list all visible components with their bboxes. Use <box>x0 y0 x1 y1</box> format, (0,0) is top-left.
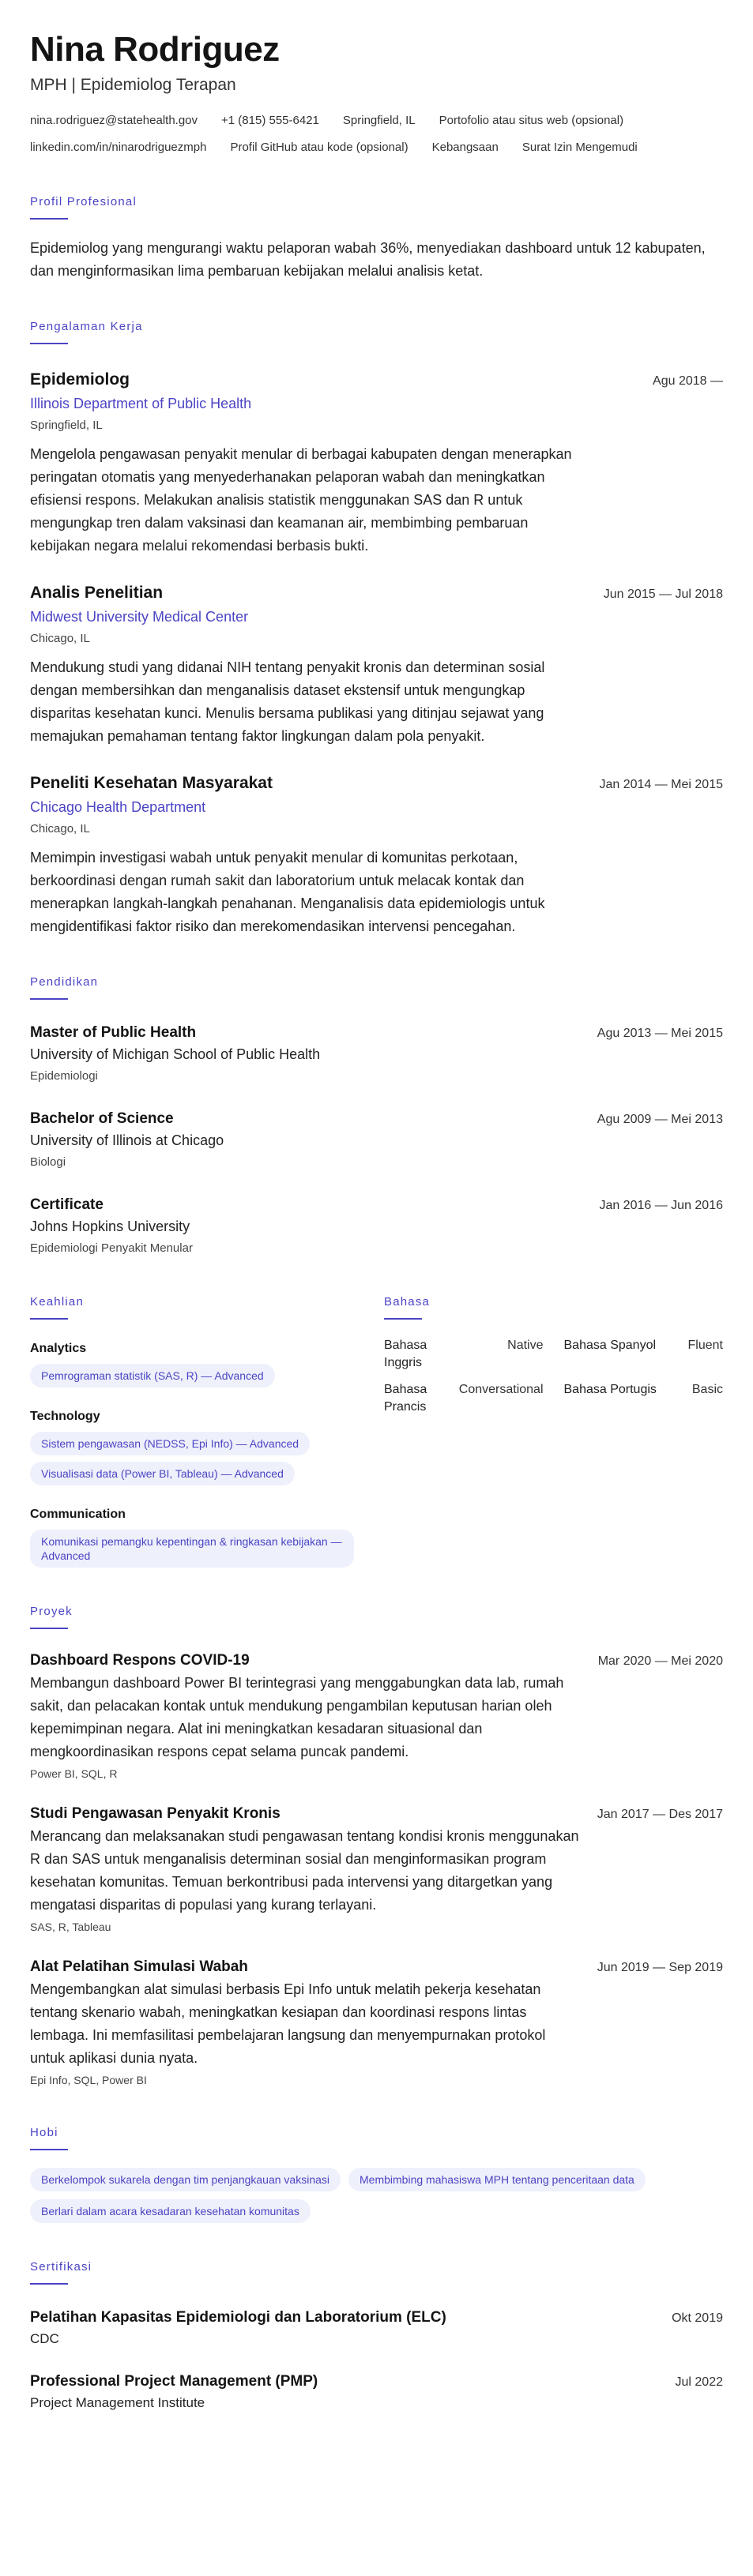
candidate-headline: MPH | Epidemiolog Terapan <box>30 76 236 94</box>
education-date: Agu 2013 — Mei 2015 <box>597 1027 723 1040</box>
contact-location: Springfield, IL <box>342 114 416 127</box>
project-title: Dashboard Respons COVID-19 <box>30 1652 250 1669</box>
section-title: Keahlian <box>30 1295 84 1309</box>
education-field: Biologi <box>30 1155 66 1169</box>
certification-date: Jul 2022 <box>675 2375 723 2389</box>
job-date: Agu 2018 — <box>653 374 723 388</box>
experience-section <box>30 319 723 938</box>
job-date: Jan 2014 — Mei 2015 <box>599 778 723 791</box>
contact-linkedin[interactable]: linkedin.com/in/ninarodriguezmph <box>30 141 207 154</box>
job-entry <box>30 581 723 748</box>
education-school: University of Michigan School of Public Health <box>30 1046 321 1062</box>
job-entry <box>30 368 723 558</box>
contact-phone[interactable]: +1 (815) 555-6421 <box>221 114 319 127</box>
education-degree: Certificate <box>30 1196 104 1213</box>
section-divider <box>30 998 68 1000</box>
skill-chip: Sistem pengawasan (NEDSS, Epi Info) — Advanced <box>30 1432 310 1455</box>
language-level: Conversational <box>458 1383 544 1396</box>
language-name: Bahasa Inggris <box>384 1339 427 1369</box>
projects-section <box>30 1604 723 2089</box>
job-company: Midwest University Medical Center <box>30 609 249 625</box>
project-description: Mengembangkan alat simulasi berbasis Epi Info untuk melatih pekerja kesehatan tentang skenario wabah, meningkatkan kesiapan dan koordinasi respons lintas lembaga. Ini memfasilitasi pembelajaran langsung dan menyempurnakan protokol untuk aplikasi dunia nyata. <box>30 1981 546 2066</box>
language-level: Basic <box>691 1383 723 1396</box>
language-name: Bahasa Portugis <box>563 1383 657 1396</box>
hobby-chip: Berlari dalam acara kesadaran kesehatan komunitas <box>30 2199 311 2223</box>
language-item <box>564 1337 724 1372</box>
project-description: Membangun dashboard Power BI terintegrasi yang menggabungkan data lab, rumah sakit, dan pelacakan kontak untuk mendukung pengambilan keputusan harian oleh kepemimpinan negara. Alat ini meningkatkan kesadaran situasional dan mengkoordinasikan respons cepat selama puncak pandemi. <box>30 1675 564 1759</box>
job-title: Analis Penelitian <box>30 584 164 602</box>
section-divider <box>30 218 68 220</box>
job-description: Mendukung studi yang didanai NIH tentang penyakit kronis dan determinan sosial dengan membersihkan dan menganalisis dataset ekstensif untuk mengungkap disparitas kesehatan kunci. Menulis bersama publikasi yang ditinjau sejawat yang memajukan pemahaman tentang faktor lingkungan dalam pola penyakit. <box>30 659 545 744</box>
hobby-chip: Berkelompok sukarela dengan tim penjangkauan vaksinasi <box>30 2168 341 2191</box>
education-entry <box>30 1108 723 1172</box>
language-name: Bahasa Spanyol <box>563 1339 657 1352</box>
education-school: University of Illinois at Chicago <box>30 1132 224 1148</box>
skills-languages-row <box>30 1294 723 1568</box>
project-description: Merancang dan melaksanakan studi pengawasan tentang kondisi kronis menggunakan R dan SAS untuk menganalisis determinan sosial dan menginformasikan program kesehatan komunitas. Temuan berkontribusi pada intervensi yang ditargetkan yang mengatasi disparitas di populasi yang kurang terlayani. <box>30 1828 579 1913</box>
education-degree: Bachelor of Science <box>30 1110 174 1127</box>
contact-email[interactable]: nina.rodriguez@statehealth.gov <box>30 114 198 127</box>
project-date: Jun 2019 — Sep 2019 <box>597 1961 723 1974</box>
job-location: Chicago, IL <box>30 822 90 836</box>
skill-group <box>30 1408 384 1485</box>
section-divider <box>30 1628 68 1629</box>
section-title: Profil Profesional <box>30 195 137 208</box>
summary-section <box>30 194 723 283</box>
section-title: Bahasa <box>384 1295 431 1309</box>
job-entry <box>30 772 723 938</box>
job-company: Illinois Department of Public Health <box>30 396 252 411</box>
certification-issuer: CDC <box>30 2331 59 2346</box>
skill-group <box>30 1340 384 1388</box>
education-date: Agu 2009 — Mei 2013 <box>597 1113 723 1126</box>
project-date: Jan 2017 — Des 2017 <box>597 1808 723 1821</box>
skill-chip: Visualisasi data (Power BI, Tableau) — Advanced <box>30 1462 295 1485</box>
languages-section <box>384 1294 723 1568</box>
job-description: Memimpin investigasi wabah untuk penyakit menular di komunitas perkotaan, berkoordinasi dengan rumah sakit dan laboratorium untuk melacak kontak dan menerapkan langkah-langkah penahanan. Menganalisis data epidemiologis untuk mengidentifikasi faktor risiko dan merekomendasikan intervensi pencegahan. <box>30 850 545 934</box>
project-entry <box>30 1956 723 2089</box>
project-entry <box>30 1803 723 1936</box>
education-degree: Master of Public Health <box>30 1024 197 1041</box>
hobby-chip: Membimbing mahasiswa MPH tentang penceritaan data <box>348 2168 646 2191</box>
certification-issuer: Project Management Institute <box>30 2395 205 2410</box>
education-field: Epidemiologi Penyakit Menular <box>30 1241 193 1255</box>
certification-entry <box>30 2307 723 2349</box>
skill-group <box>30 1506 384 1568</box>
education-school: Johns Hopkins University <box>30 1219 190 1234</box>
skill-group-title: Communication <box>30 1508 126 1521</box>
project-tech: Power BI, SQL, R <box>30 1767 118 1780</box>
job-description: Mengelola pengawasan penyakit menular di berbagai kabupaten dengan menerapkan peringatan otomatis yang menyederhanakan pelaporan wabah dan meningkatkan efisiensi respons. Melakukan analisis statistik menggunakan SAS dan R untuk mengungkap tren dalam vaksinasi dan keamanan air, membimbing pembaruan kebijakan negara melalui rekomendasi berbasis bukti. <box>30 446 572 554</box>
section-title: Proyek <box>30 1605 73 1618</box>
candidate-name: Nina Rodriguez <box>30 30 280 69</box>
section-title: Hobi <box>30 2126 58 2139</box>
job-title: Epidemiolog <box>30 370 130 389</box>
project-tech: Epi Info, SQL, Power BI <box>30 2074 147 2086</box>
job-company: Chicago Health Department <box>30 799 206 815</box>
project-tech: SAS, R, Tableau <box>30 1921 111 1933</box>
section-divider <box>30 2149 68 2150</box>
resume-header <box>30 30 723 158</box>
language-level: Native <box>507 1339 544 1352</box>
section-title: Sertifikasi <box>30 2260 92 2274</box>
education-date: Jan 2016 — Jun 2016 <box>599 1199 723 1212</box>
contact-portfolio[interactable]: Portofolio atau situs web (opsional) <box>439 114 624 127</box>
certification-title: Pelatihan Kapasitas Epidemiologi dan Laboratorium (ELC) <box>30 2309 446 2326</box>
language-item <box>564 1381 724 1416</box>
education-field: Epidemiologi <box>30 1069 98 1083</box>
skill-group-title: Analytics <box>30 1342 87 1355</box>
summary-text: Epidemiolog yang mengurangi waktu pelaporan wabah 36%, menyediakan dashboard untuk 12 kabupaten, dan menginformasikan lima pembaruan kebijakan melalui analisis ketat. <box>30 240 706 279</box>
project-entry <box>30 1650 723 1782</box>
section-title: Pendidikan <box>30 975 99 989</box>
section-divider <box>30 1318 68 1320</box>
contact-list <box>30 111 723 158</box>
education-entry <box>30 1022 723 1086</box>
section-divider <box>384 1318 422 1320</box>
language-item <box>384 1337 544 1372</box>
skills-section <box>30 1294 384 1568</box>
section-divider <box>30 343 68 344</box>
contact-nationality: Kebangsaan <box>431 141 499 154</box>
project-title: Alat Pelatihan Simulasi Wabah <box>30 1958 248 1975</box>
skill-chip: Komunikasi pemangku kepentingan & ringkasan kebijakan — Advanced <box>30 1530 354 1568</box>
education-section <box>30 974 723 1258</box>
certification-title: Professional Project Management (PMP) <box>30 2373 318 2390</box>
section-divider <box>30 2283 68 2285</box>
language-item <box>384 1381 544 1416</box>
job-location: Springfield, IL <box>30 419 103 432</box>
hobbies-section <box>30 2125 723 2223</box>
job-date: Jun 2015 — Jul 2018 <box>603 588 723 601</box>
project-date: Mar 2020 — Mei 2020 <box>597 1654 723 1668</box>
language-level: Fluent <box>687 1339 723 1352</box>
contact-github[interactable]: Profil GitHub atau kode (opsional) <box>230 141 409 154</box>
education-entry <box>30 1194 723 1258</box>
certification-entry <box>30 2371 723 2413</box>
job-title: Peneliti Kesehatan Masyarakat <box>30 774 273 792</box>
section-title: Pengalaman Kerja <box>30 320 143 333</box>
skill-group-title: Technology <box>30 1410 100 1423</box>
certification-date: Okt 2019 <box>672 2311 723 2325</box>
project-title: Studi Pengawasan Penyakit Kronis <box>30 1805 280 1822</box>
language-name: Bahasa Prancis <box>384 1383 427 1414</box>
contact-driving-license: Surat Izin Mengemudi <box>521 141 638 154</box>
job-location: Chicago, IL <box>30 632 90 645</box>
skill-chip: Pemrograman statistik (SAS, R) — Advanced <box>30 1364 275 1388</box>
certifications-section <box>30 2259 723 2413</box>
